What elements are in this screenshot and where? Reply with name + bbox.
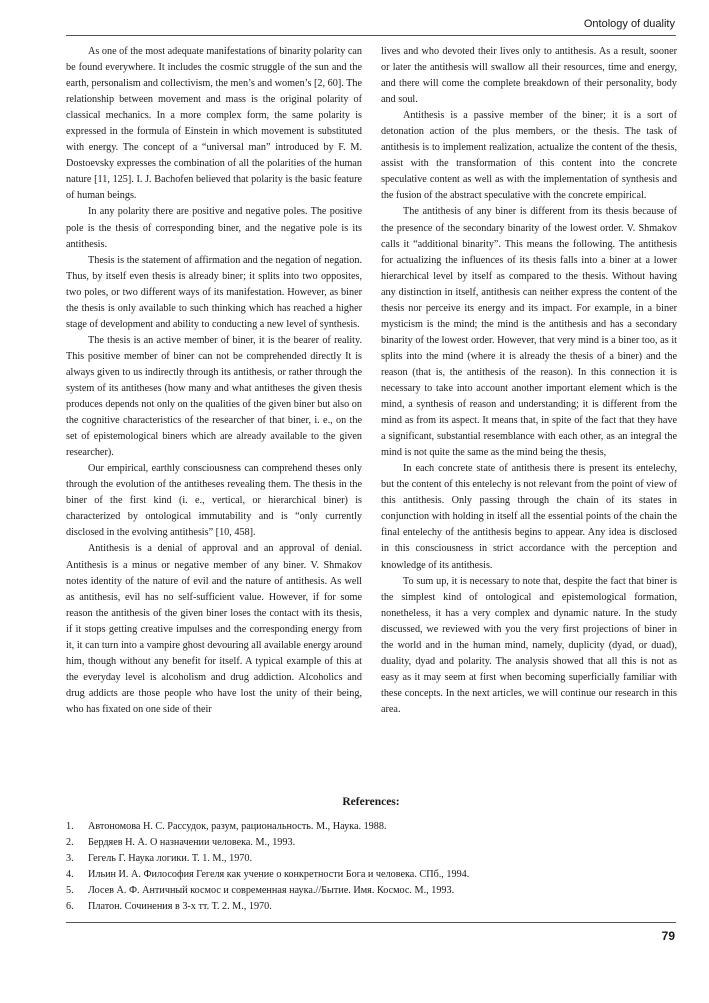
paragraph: Thesis is the statement of affirmation and the negation of negation. Thus, by itself even thesis is already biner; it splits into two opposites, two poles, or two different ways of its manifestation. However, as biner the thesis is only available to such thinking which has reached a higher stage of development and ability to conducting a new level of synthesis.	[66, 254, 362, 330]
header-rule	[66, 35, 676, 36]
paragraph: As one of the most adequate manifestations of binarity polarity can be found everywhere. It includes the cosmic struggle of the sun and the earth, personalism and collectivism, the men’s and women’s [2, 60]. The relationship between movement and mass is the original polarity of classical mechanics. In a more complex form, the same polarity is expressed in the formula of Einstein in which movement is substituted with energy. The concept of a “universal man” introduced by F. M. Dostoevsky expresses the combination of all the polarities of the human nature [11, 125]. I. J. Bachofen believed that polarity is the basic feature of human beings.	[66, 46, 362, 202]
reference-item	[66, 819, 676, 835]
paragraph: In any polarity there are positive and negative poles. The positive pole is the thesis of corresponding biner, and the negative pole is its antithesis.	[66, 206, 362, 250]
reference-text: Бердяев Н. А. О назначении человека. М., 1993.	[88, 837, 296, 849]
reference-item	[66, 851, 676, 867]
reference-text: Гегель Г. Наука логики. Т. 1. М., 1970.	[88, 853, 253, 865]
reference-item	[66, 883, 676, 899]
reference-text: Ильин И. А. Философия Гегеля как учение о конкретности Бога и человека. СПб., 1994.	[88, 869, 470, 881]
page-number: 79	[661, 929, 675, 943]
reference-number: 3.	[66, 853, 74, 865]
footer-rule	[66, 922, 676, 923]
reference-number: 1.	[66, 821, 74, 832]
paragraph: Antithesis is a denial of approval and an approval of denial. Antithesis is a minus or negative member of any biner. V. Shmakov notes identity of the nature of evil and the nature of antithesis. As well as antithesis, evil has no self-sufficient value. However, if for some reason the antithesis of the given biner loses the contact with its thesis, if it stops getting creative impulses and the corresponding energy from it, it can turn into a vampire ghost devouring all available energy around him, though without any benefit for itself. A typical example of this at the everyday level is alcoholism and drug addiction. Alcoholics and drug addicts are those people who have lost the unity of their being, who has fixated on one side of their	[66, 543, 362, 715]
reference-text: Лосев А. Ф. Античный космос и современная наука.//Бытие. Имя. Космос. М., 1993.	[88, 885, 455, 897]
right-column	[381, 44, 677, 718]
reference-number: 4.	[66, 869, 74, 881]
references-list	[66, 819, 676, 916]
paragraph-continuation: lives and who devoted their lives only to antithesis. As a result, sooner or later the antithesis will swallow all their resources, time and energy, and there will come the complete breakdown of their personality, body and soul.	[381, 46, 677, 106]
left-column	[66, 44, 362, 718]
paragraph: The antithesis of any biner is different from its thesis because of the presence of the secondary binarity of the lowest order. V. Shmakov calls it “additional binarity”. This means the following. The antithesis for actualizing the influences of its thesis falls into a biner at a lower hierarchical level by itself as compared to the thesis. Without having any distinction in itself, antithesis can neither express the content of the thesis nor perceive its energy and its impact. For example, in a biner mysticism is the mind; the mind is the antithesis and has a secondary binarity of the lowest order. However, that very mind is a biner too, as it splits into the mind (where it is already the thesis of a biner) and the reason (that is, the antithesis of the reason). In this connection it is necessary to take into account another important element which is the mind, a synthesis of reason and understanding; it is different from the mind as from its aspect. It means that, in spite of the fact that they have a significant, substantial resemblance with each other, as an integral the mind is not quite the same as the mind being the thesis,	[381, 206, 677, 459]
paragraph: Antithesis is a passive member of the biner; it is a sort of detonation action of the plus members, or the thesis. The task of antithesis is to implement realization, actualize the content of the thesis, assist with the transformation of this content into the concrete speculative content as well as with the implementation of synthesis and the fusion of the abstract speculative with the concrete empirical.	[381, 110, 677, 202]
reference-text: Автономова Н. С. Рассудок, разум, рациональность. М., Наука. 1988.	[88, 821, 387, 832]
running-title: Ontology of duality	[583, 18, 675, 30]
reference-number: 5.	[66, 885, 74, 897]
paragraph: To sum up, it is necessary to note that, despite the fact that biner is the simplest kind of ontological and epistemological formation, nonetheless, it has a very complex and dynamic nature. In the study discussed, we reviewed with you the very first projections of biner in the world and in the human mind, namely, duplicity (dyad, or duad), duality, dyad and polarity. The analysis showed that all this is not as easy as it may seem at first when becoming superficially familiar with these concepts. In the next articles, we will continue our research in this area.	[381, 575, 677, 715]
references-heading: References:	[342, 796, 400, 808]
paragraph: Our empirical, earthly consciousness can comprehend theses only through the evolution of the antitheses revealing them. The thesis in the biner of the first kind (i. e., vertical, or hierarchical biner) is characterized by ontological immutability and is “only currently disclosed in the evolving antithesis” [10, 458].	[66, 463, 362, 539]
reference-item	[66, 835, 676, 851]
reference-item	[66, 899, 676, 915]
reference-text: Платон. Сочинения в 3-х тт. Т. 2. М., 1970.	[88, 901, 272, 913]
reference-item	[66, 867, 676, 883]
reference-number: 2.	[66, 837, 74, 849]
reference-number: 6.	[66, 901, 74, 913]
paragraph: The thesis is an active member of biner, it is the bearer of reality. This positive member of biner can not be comprehended directly It is always given to us indirectly through its antithesis, or rather through the system of its antitheses (how many and what antitheses the given thesis produces depends not only on the qualities of the given biner but also on the cognitive characteristics of the researcher of that biner, i. e., on the set of epistemological biners which are already available to the given researcher).	[66, 334, 362, 459]
paragraph: In each concrete state of antithesis there is present its entelechy, but the content of this entelechy is not relevant from the point of view of this antithesis. Only passing through the chain of its states in conjunction with holding in itself all the essential points of the chain the final entelechy of the antithesis begins to appear. Any idea is disclosed in this consciousness in strict accordance with the perception and knowledge of its antithesis.	[381, 463, 677, 571]
